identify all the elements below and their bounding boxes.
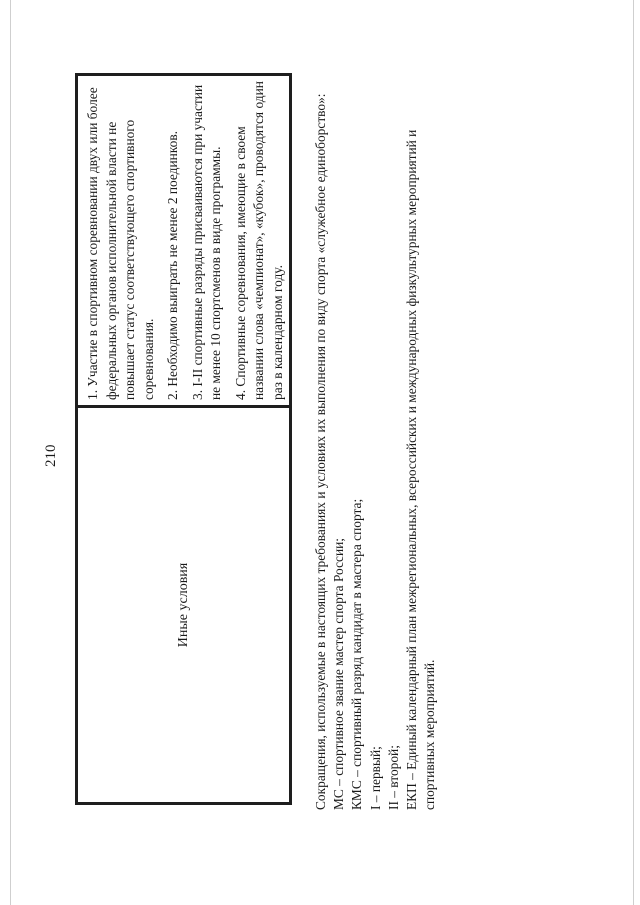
- note-item: МС – спортивное звание мастер спорта России;: [331, 537, 347, 810]
- conditions-cell: [77, 75, 291, 407]
- abbreviations-notes: [312, 90, 440, 810]
- note-item: I – первый;: [367, 746, 383, 810]
- table-row: [77, 75, 291, 804]
- note-item: ЕКП – Единый календарный план межрегиональных, всероссийских и международных физкультурных мероприятий и спортивных мероприятий.: [404, 129, 438, 810]
- note-item: КМС – спортивный разряд кандидат в мастера спорта;: [349, 498, 365, 810]
- condition-4: 4. Спортивные соревнования, имеющие в своем названии слова «чемпионат», «кубок», проводятся один раз в календарном году.: [232, 81, 285, 400]
- condition-3: 3. I-II спортивные разряды присваиваются при участии не менее 10 спортсменов в виде программы.: [189, 84, 223, 400]
- scan-edge-top: [10, 0, 11, 905]
- notes-intro: Сокращения, используемые в настоящих требованиях и условиях их выполнения по виду спорта «служебное единоборство»:: [313, 93, 328, 810]
- note-item: II – второй;: [385, 745, 401, 810]
- page-number: 210: [43, 444, 59, 467]
- condition-1: 1. Участие в спортивном соревновании двух или более федеральных органов исполнительной власти не повышает статус соответствующего спортивного соревнования.: [85, 87, 156, 400]
- requirements-table: [75, 73, 292, 805]
- row-label: Иные условия: [77, 407, 291, 804]
- condition-2: 2. Необходимо выиграть не менее 2 поединков.: [165, 130, 180, 400]
- scan-edge-bottom: [633, 0, 634, 905]
